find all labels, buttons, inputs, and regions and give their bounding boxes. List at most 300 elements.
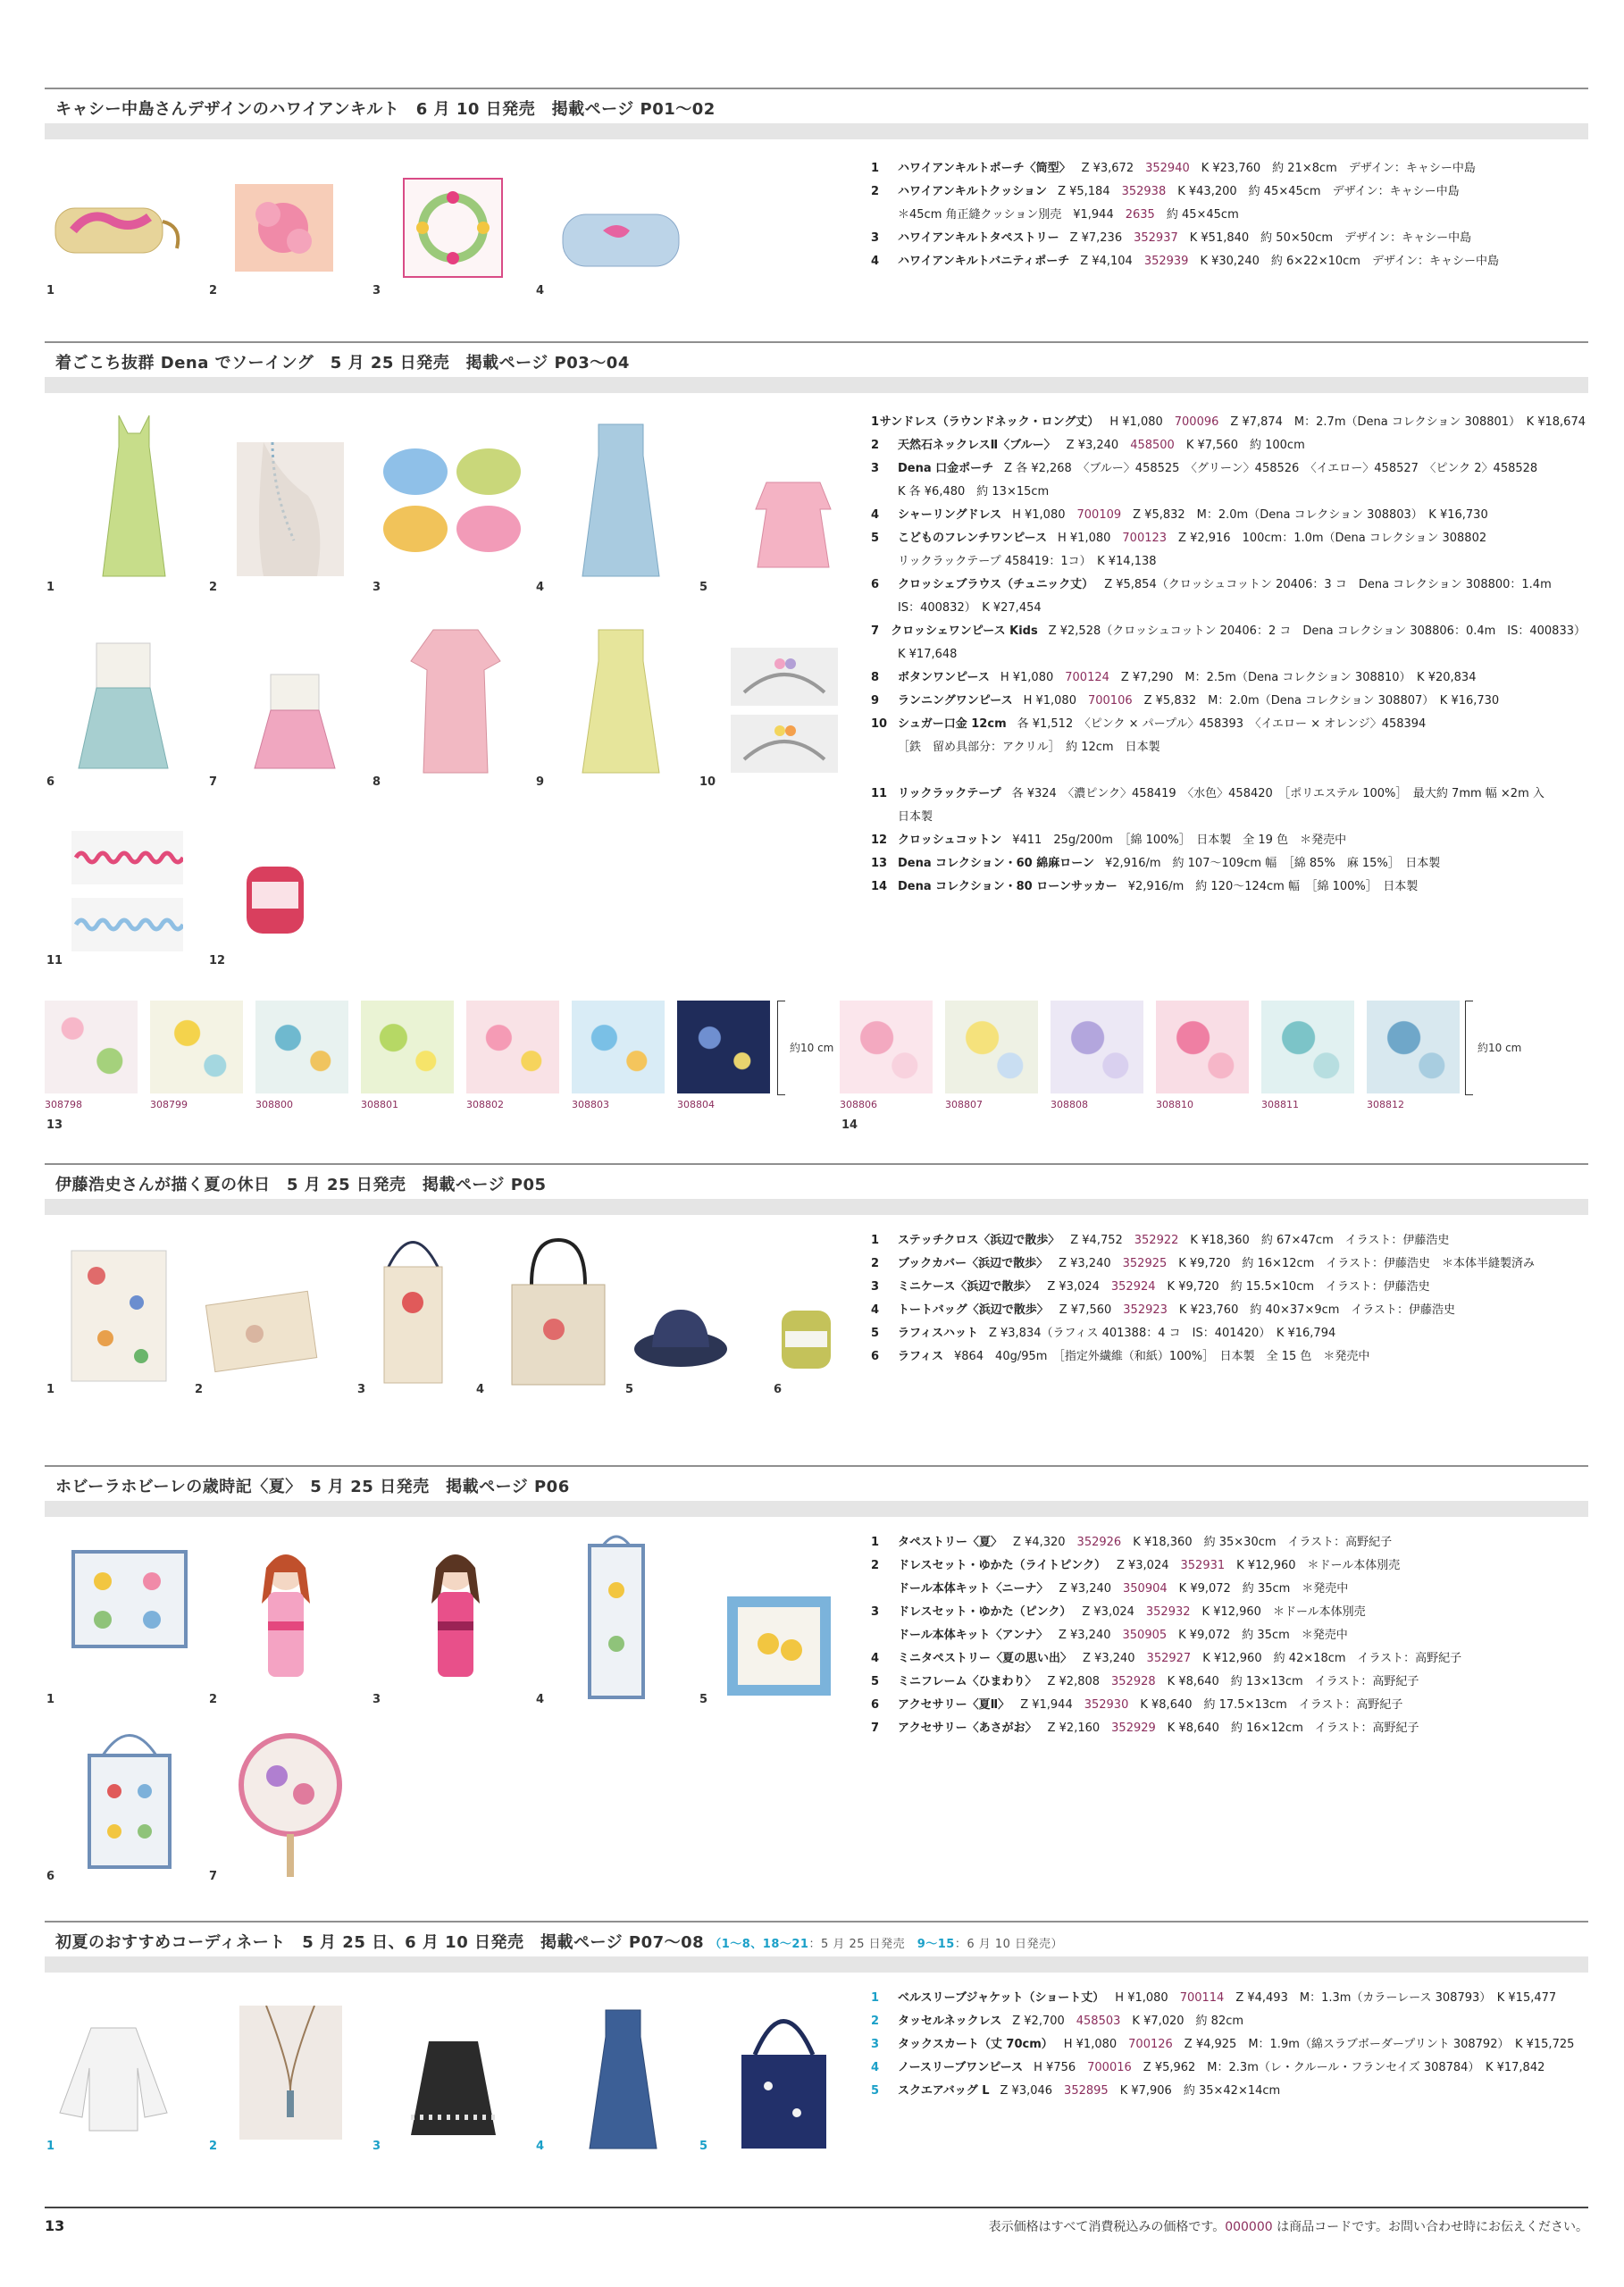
list-item: [871, 204, 1586, 227]
tote-bag-image: [505, 1231, 612, 1387]
thumb-number: 4: [536, 284, 545, 297]
list-item: [871, 1601, 1586, 1624]
thumb-number: 2: [209, 1693, 218, 1706]
item-number: 4: [871, 1652, 880, 1665]
item-detail: K ¥17,648: [898, 648, 958, 661]
item-name: クロッシェワンピース Kids: [891, 624, 1038, 638]
bell-sleeve-jacket-image: [55, 2023, 172, 2135]
fabric-swatch: [150, 1001, 243, 1093]
item-number: 4: [871, 255, 880, 268]
list-item: [871, 597, 1586, 620]
item-detail-2: K ¥9,720 約 15.5×10cm イラスト：伊藤浩史: [1155, 1280, 1430, 1294]
list-item: [871, 504, 1586, 527]
thumb-number: 3: [373, 2140, 381, 2153]
item-name: Dena コレクション・80 ローンサッカー: [898, 880, 1118, 893]
list-item: [871, 227, 1586, 250]
item-code: 352927: [1146, 1652, 1192, 1665]
item-name: ボタンワンピース: [898, 671, 990, 684]
item-number: 1: [871, 1991, 880, 2005]
item-detail-2: K ¥12,960 約 42×18cm イラスト：高野紀子: [1191, 1652, 1462, 1665]
item-detail-2: K ¥8,640 約 16×12cm イラスト：高野紀子: [1155, 1722, 1419, 1735]
item-code: 352923: [1123, 1303, 1168, 1317]
thumb-number: 9: [536, 775, 545, 789]
item-name: ハワイアンキルトバニティポーチ: [898, 255, 1070, 268]
item-name: タッセルネックレス: [898, 2015, 1002, 2028]
item-number: [871, 204, 898, 227]
item-name: トートバッグ〈浜辺で散歩〉: [898, 1303, 1049, 1317]
list-item: [871, 411, 1586, 434]
item-detail: 各 ¥1,512 〈ピンク × パープル〉458393 〈イエロー × オレンジ〉458394: [1017, 717, 1427, 731]
item-detail: ¥864 40g/95m ［指定外繊維（和紙）100%］ 日本製 全 15 色 ＊発売中: [953, 1350, 1370, 1363]
item-code: 352940: [1145, 162, 1190, 175]
book-cover-image: [201, 1285, 322, 1374]
release-note-range: （1〜8、18〜21: [709, 1938, 809, 1951]
sundress-image: [85, 411, 183, 581]
item-code: 352924: [1110, 1280, 1156, 1294]
item-detail: H ¥1,080: [1012, 508, 1077, 522]
section-title: 伊藤浩史さんが描く夏の休日 5 月 25 日発売 掲載ページ P05: [55, 1176, 547, 1194]
thumb-number: 1: [46, 2140, 55, 2153]
item-detail: H ¥1,080: [1000, 671, 1066, 684]
item-detail-2: K ¥7,560 約 100cm: [1174, 439, 1305, 452]
item-code: 458503: [1076, 2015, 1121, 2028]
item-code: 350904: [1123, 1582, 1168, 1596]
list-item: [871, 1694, 1586, 1717]
item-code: 352939: [1143, 255, 1189, 268]
item-code: 352930: [1084, 1698, 1129, 1712]
running-dress-image: [572, 625, 670, 777]
item-number: [871, 481, 898, 504]
item-detail: Z ¥4,320: [1013, 1536, 1077, 1549]
doll-anna-yukata-image: [411, 1546, 500, 1697]
list-item: [871, 643, 1586, 666]
item-number: 1: [871, 1536, 880, 1549]
list-item: [871, 550, 1586, 574]
item-name: シュガー口金 12cm: [898, 717, 1007, 731]
thumb-number: 8: [373, 775, 381, 789]
item-name: 天然石ネックレスⅡ〈ブルー〉: [898, 439, 1056, 452]
item-name: ハワイアンキルトポーチ〈筒型〉: [898, 162, 1071, 175]
item-code: 700106: [1087, 694, 1133, 708]
section-header: [45, 1163, 1588, 1215]
item-detail: 日本製: [898, 810, 933, 824]
list-item: [871, 1624, 1586, 1647]
fabric-swatch: [1261, 1001, 1354, 1093]
thumb-number: 5: [625, 1383, 634, 1396]
item-number: 5: [871, 1675, 880, 1688]
item-name: ランニングワンピース: [898, 694, 1013, 708]
list-item: [871, 690, 1586, 713]
list-item: [871, 1531, 1586, 1554]
item-name: シャーリングドレス: [898, 508, 1002, 522]
item-number: 7: [871, 1722, 880, 1735]
item-name: ステッチクロス〈浜辺で散歩〉: [898, 1234, 1060, 1247]
item-name: クロッシェブラウス（チュニック丈）: [898, 578, 1094, 591]
item-name: ラフィス: [898, 1350, 943, 1363]
item-list: [871, 1531, 1586, 1740]
item-detail-2: Z ¥4,925 M：1.9m（綿スラブボーダープリント 308792） K ¥15,725: [1172, 2038, 1575, 2051]
release-note-range: 9〜15: [917, 1938, 955, 1951]
item-number: 1: [871, 162, 880, 175]
sleeveless-dress-image: [581, 2006, 666, 2153]
thumb-number: 6: [774, 1383, 783, 1396]
scale-label: 約10 cm: [790, 1042, 834, 1054]
item-detail: ¥2,916/m 約 120〜124cm 幅 ［綿 100%］ 日本製: [1127, 880, 1419, 893]
fabric-swatch: [361, 1001, 454, 1093]
list-item: [871, 783, 1586, 806]
item-detail-2: K ¥18,360 約 67×47cm イラスト：伊藤浩史: [1178, 1234, 1450, 1247]
item-name: リックラックテープ: [898, 787, 1001, 800]
item-code: 700016: [1087, 2061, 1132, 2074]
item-detail: H ¥1,080: [1115, 1991, 1180, 2005]
footer-rule: [45, 2207, 1588, 2208]
footer-note: [989, 2217, 1588, 2235]
mini-tapestry-image: [585, 1528, 648, 1706]
section-title-text: 初夏のおすすめコーディネート 5 月 25 日、6 月 10 日発売 掲載ページ P07〜08: [55, 1933, 705, 1952]
item-code: 2635: [1125, 208, 1155, 222]
item-code: 352932: [1145, 1605, 1191, 1619]
section-title: 着ごこち抜群 Dena でソーイング 5 月 25 日発売 掲載ページ P03〜04: [55, 354, 630, 373]
item-detail: Z ¥3,834（ラフィス 401388：4 コ IS：401420） K ¥16,794: [988, 1327, 1336, 1340]
item-name: ブックカバー〈浜辺で散歩〉: [898, 1257, 1049, 1270]
list-item: [871, 180, 1586, 204]
item-name: タペストリー〈夏〉: [898, 1536, 1003, 1549]
fabric-swatch: [1156, 1001, 1249, 1093]
list-item: [871, 527, 1586, 550]
item-detail: リックラックテープ 458419：1コ） K ¥14,138: [898, 555, 1157, 568]
item-number: 11: [871, 787, 888, 800]
list-item: [871, 481, 1586, 504]
item-name: ラフィスハット: [898, 1327, 978, 1340]
item-detail: Z ¥3,240: [1058, 1629, 1123, 1642]
item-code: 700126: [1128, 2038, 1173, 2051]
item-detail: Z ¥4,752: [1070, 1234, 1134, 1247]
swatch-code: 308803: [572, 1099, 609, 1110]
item-number: 3: [871, 2038, 880, 2051]
item-name: ドレスセット・ゆかた（ライトピンク）: [898, 1559, 1106, 1572]
item-code: 352938: [1121, 185, 1167, 198]
item-detail: Z ¥3,024: [1082, 1605, 1146, 1619]
item-detail-2: K ¥7,020 約 82cm: [1120, 2015, 1244, 2028]
thumb-number: 2: [209, 284, 218, 297]
item-detail: Z ¥2,700: [1012, 2015, 1076, 2028]
scale-label: 約10 cm: [1478, 1042, 1522, 1054]
fabric-swatch: [572, 1001, 665, 1093]
item-detail: H ¥1,080: [1058, 532, 1123, 545]
thumb-number: 2: [209, 581, 218, 594]
item-detail: Z 各 ¥2,268 〈ブルー〉458525 〈グリーン〉458526 〈イエロー〉458527 〈ピンク 2〉458528: [1004, 462, 1538, 475]
item-code: 352925: [1122, 1257, 1168, 1270]
list-item: [871, 1717, 1586, 1740]
list-item: [871, 457, 1586, 481]
footer-note-text: 表示価格はすべて消費税込みの価格です。: [988, 2220, 1226, 2234]
item-number: 2: [871, 439, 880, 452]
list-item: [871, 736, 1586, 759]
item-code: 700123: [1122, 532, 1168, 545]
thumb-number: 2: [195, 1383, 204, 1396]
item-code: 700114: [1179, 1991, 1225, 2005]
item-name: サンドレス（ラウンドネック・ロング丈）: [879, 415, 1100, 429]
item-code: 352929: [1111, 1722, 1156, 1735]
item-detail: Z ¥5,184: [1058, 185, 1122, 198]
item-detail-2: K ¥51,840 約 50×50cm デザイン：キャシー中島: [1177, 231, 1472, 245]
section-header: [45, 1921, 1588, 1973]
item-detail: Z ¥4,104: [1080, 255, 1144, 268]
thumb-number: 7: [209, 775, 218, 789]
thumb-number: 1: [46, 284, 55, 297]
fabric-swatch: [45, 1001, 138, 1093]
crochet-dress-kids-image: [246, 670, 344, 773]
item-name: アクセサリー〈夏Ⅱ〉: [898, 1698, 1010, 1712]
item-code: 350905: [1122, 1629, 1168, 1642]
morning-glory-accessory-image: [237, 1722, 344, 1879]
item-detail: Z ¥3,024: [1116, 1559, 1181, 1572]
item-name: ベルスリーブジャケット（ショート丈）: [898, 1991, 1105, 2005]
item-name: ノースリーブワンピース: [898, 2061, 1024, 2074]
item-name: ミニタペストリー〈夏の思い出〉: [898, 1652, 1073, 1665]
release-note-date: ：5 月 25 日発売: [808, 1938, 917, 1951]
thumb-number: 1: [46, 1693, 55, 1706]
list-item: [871, 2057, 1586, 2080]
sugar-clasp-image: [731, 648, 838, 773]
mini-case-image: [375, 1231, 451, 1387]
item-detail: H ¥1,080: [1023, 694, 1088, 708]
item-detail: Z ¥3,240: [1083, 1652, 1147, 1665]
thumb-number: 6: [46, 775, 55, 789]
item-detail: K 各 ¥6,480 約 13×15cm: [898, 485, 1050, 498]
thumb-number: 7: [209, 1870, 218, 1883]
item-number: [871, 736, 898, 759]
stone-necklace-image: [237, 442, 344, 576]
list-item: [871, 250, 1586, 273]
item-number: 1: [871, 1234, 880, 1247]
list-item: [871, 574, 1586, 597]
item-number: 3: [871, 462, 880, 475]
release-note-date: ：6 月 10 日発売）: [954, 1938, 1064, 1951]
item-detail-2: K ¥7,906 約 35×42×14cm: [1108, 2084, 1281, 2098]
item-detail: Z ¥1,944: [1020, 1698, 1084, 1712]
item-name: ドレスセット・ゆかた（ピンク）: [898, 1605, 1072, 1619]
list-item: [871, 1229, 1586, 1252]
item-name: アクセサリー〈あさがお〉: [898, 1722, 1037, 1735]
item-name: ミニケース〈浜辺で散歩〉: [898, 1280, 1037, 1294]
item-detail-2: K ¥8,640 約 13×13cm イラスト：高野紀子: [1155, 1675, 1419, 1688]
item-detail: Z ¥2,160: [1047, 1722, 1112, 1735]
release-note: [709, 1938, 1063, 1951]
section-header: [45, 88, 1588, 139]
item-number: 12: [871, 834, 888, 847]
item-list: [871, 1987, 1586, 2103]
list-item: [871, 829, 1586, 852]
item-code: 352895: [1064, 2084, 1109, 2098]
swatch-code: 308800: [255, 1099, 293, 1110]
item-detail-2: K ¥9,072 約 35cm ＊発売中: [1167, 1629, 1348, 1642]
thumb-number: 5: [699, 581, 708, 594]
swatch-code: 308804: [677, 1099, 715, 1110]
section-title: キャシー中島さんデザインのハワイアンキルト 6 月 10 日発売 掲載ページ P01〜02: [55, 100, 716, 119]
item-code: 458500: [1130, 439, 1175, 452]
item-number: 5: [871, 1327, 880, 1340]
item-number: 5: [871, 2084, 880, 2098]
item-detail-2: Z ¥2,916 100cm：1.0m（Dena コレクション 308802: [1167, 532, 1487, 545]
list-item: [871, 1987, 1586, 2010]
item-detail: ¥2,916/m 約 107〜109cm 幅 ［綿 85% 麻 15%］ 日本製: [1105, 857, 1441, 870]
item-detail: Z ¥7,236: [1069, 231, 1134, 245]
list-item: [871, 1671, 1586, 1694]
summer-tapestry-image: [71, 1550, 188, 1648]
item-code: 352937: [1134, 231, 1178, 245]
list-item: [871, 713, 1586, 736]
raffia-yarn-image: [777, 1306, 835, 1373]
item-detail: Z ¥3,240: [1059, 1257, 1123, 1270]
footer-note-code: 000000: [1225, 2220, 1273, 2234]
page-number: 13: [45, 2217, 65, 2234]
item-detail: IS：400832） K ¥27,454: [898, 601, 1042, 615]
swatch-code: 308801: [361, 1099, 398, 1110]
thumb-number: 11: [46, 954, 63, 968]
list-item: [871, 852, 1586, 875]
item-detail: Z ¥3,024: [1047, 1280, 1111, 1294]
item-detail: Z ¥7,560: [1059, 1303, 1124, 1317]
thumb-number: 10: [699, 775, 716, 789]
item-number: [871, 1624, 898, 1647]
item-number: 6: [871, 1698, 880, 1712]
section-header: [45, 1465, 1588, 1517]
item-number: 6: [871, 578, 880, 591]
list-item: [871, 2033, 1586, 2057]
item-detail-2: K ¥9,720 約 16×12cm イラスト：伊藤浩史 ＊本体半縫製済み: [1167, 1257, 1535, 1270]
list-item: [871, 2080, 1586, 2103]
list-item: [871, 1276, 1586, 1299]
thumb-number: 1: [46, 1383, 55, 1396]
swatch-code: 308811: [1261, 1099, 1299, 1110]
item-detail: H ¥1,080: [1109, 415, 1175, 429]
fabric-swatch: [677, 1001, 770, 1093]
item-detail: H ¥1,080: [1063, 2038, 1129, 2051]
item-detail-2: K ¥30,240 約 6×22×10cm デザイン：キャシー中島: [1188, 255, 1500, 268]
item-detail-2: K ¥8,640 約 17.5×13cm イラスト：高野紀子: [1128, 1698, 1403, 1712]
item-number: 4: [871, 508, 880, 522]
list-item: [871, 1252, 1586, 1276]
dena-clasp-pouches-image: [380, 438, 527, 563]
item-code: 352922: [1134, 1234, 1179, 1247]
item-number: [871, 550, 898, 574]
fabric-swatch: [255, 1001, 348, 1093]
thumb-number: 12: [209, 954, 226, 968]
item-number: 1: [871, 415, 880, 429]
item-detail: Z ¥3,046: [1000, 2084, 1065, 2098]
list-item: [871, 1647, 1586, 1671]
scale-bar: [1465, 1001, 1473, 1095]
swatch-code: 308806: [840, 1099, 877, 1110]
thumb-number: 4: [476, 1383, 485, 1396]
item-name: ハワイアンキルトクッション: [898, 185, 1048, 198]
thumb-number: 3: [373, 284, 381, 297]
swatch-code: 308812: [1367, 1099, 1404, 1110]
item-detail-2: K ¥43,200 約 45×45cm デザイン：キャシー中島: [1166, 185, 1460, 198]
item-detail: Z ¥2,808: [1047, 1675, 1112, 1688]
item-detail: Z ¥5,854（クロッシュコットン 20406：3 コ Dena コレクション 308800：1.4m: [1104, 578, 1552, 591]
list-spacer: [871, 759, 1586, 783]
tassel-necklace-image: [239, 2006, 342, 2140]
item-number: 4: [871, 1303, 880, 1317]
section-header: [45, 341, 1588, 393]
item-detail-2: Z ¥5,832 M：2.0m（Dena コレクション 308803） K ¥16,730: [1121, 508, 1488, 522]
item-list: [871, 1229, 1586, 1369]
item-name: Dena 口金ポーチ: [898, 462, 994, 475]
quilt-vanity-pouch-image: [558, 205, 683, 272]
list-item: [871, 875, 1586, 899]
item-code: 352931: [1180, 1559, 1226, 1572]
item-detail: Z ¥3,240: [1066, 439, 1131, 452]
rickrack-tape-image: [71, 831, 183, 956]
button-dress-image: [402, 625, 509, 777]
list-item: [871, 1554, 1586, 1578]
item-number: [871, 806, 898, 829]
item-detail-2: K ¥18,360 約 35×30cm イラスト：高野紀子: [1121, 1536, 1393, 1549]
item-number: 10: [871, 717, 888, 731]
item-name: タックスカート（丈 70cm）: [898, 2038, 1053, 2051]
item-number: 6: [871, 1350, 880, 1363]
item-name: ハワイアンキルトタペストリー: [898, 231, 1059, 245]
item-detail-2: K ¥12,960 ＊ドール本体別売: [1190, 1605, 1366, 1619]
item-number: 3: [871, 231, 880, 245]
item-detail: Z ¥3,240: [1059, 1582, 1124, 1596]
thumb-number: 3: [357, 1383, 366, 1396]
swatch-code: 308802: [466, 1099, 504, 1110]
item-detail: 各 ¥324 〈濃ピンク〉458419 〈水色〉458420 ［ポリエステル 100%］ 最大約 7mm 幅 ×2m 入: [1011, 787, 1544, 800]
section-title: ホビーラホビーレの歳時記〈夏〉 5 月 25 日発売 掲載ページ P06: [55, 1478, 570, 1496]
swatch-code: 308798: [45, 1099, 82, 1110]
footer-note-text-2: は商品コードです。お問い合わせ時にお伝えください。: [1272, 2220, 1588, 2234]
sunflower-mini-frame-image: [725, 1595, 833, 1697]
item-detail: ［鉄 留め具部分：アクリル］ 約 12cm 日本製: [898, 741, 1160, 754]
item-number: 2: [871, 1257, 880, 1270]
thumb-number: 5: [699, 2140, 708, 2153]
list-item: [871, 1299, 1586, 1322]
item-number: 2: [871, 185, 880, 198]
quilt-pouch-cylinder-image: [46, 195, 189, 266]
item-number: 3: [871, 1605, 880, 1619]
item-detail-2: Z ¥7,290 M：2.5m（Dena コレクション 308810） K ¥20,834: [1109, 671, 1477, 684]
item-number: 13: [871, 857, 888, 870]
thumb-number: 3: [373, 581, 381, 594]
doll-nina-yukata-image: [241, 1546, 331, 1697]
item-detail-2: Z ¥5,962 M：2.3m（レ・クルール・フランセイズ 308784） K ¥17,842: [1131, 2061, 1545, 2074]
item-number: 2: [871, 1559, 880, 1572]
item-detail: ＊45cm 角正縫クッション別売 ¥1,944: [898, 208, 1126, 222]
list-item: [871, 1578, 1586, 1601]
quilt-cushion-image: [228, 179, 339, 277]
swatch-group-number: 14: [841, 1118, 858, 1132]
swatch-code: 308807: [945, 1099, 983, 1110]
fabric-swatch: [945, 1001, 1038, 1093]
item-name: ドール本体キット〈アンナ〉: [898, 1629, 1048, 1642]
thumb-number: 4: [536, 581, 545, 594]
thumb-number: 6: [46, 1870, 55, 1883]
item-name: Dena コレクション・60 綿麻ローン: [898, 857, 1094, 870]
thumb-number: 2: [209, 2140, 218, 2153]
square-bag-image: [732, 2006, 835, 2153]
item-number: 14: [871, 880, 888, 893]
kids-french-dress-image: [749, 473, 838, 572]
item-detail-2: 約 45×45cm: [1154, 208, 1239, 222]
item-number: 4: [871, 2061, 880, 2074]
item-code: 700109: [1076, 508, 1122, 522]
item-number: [871, 597, 898, 620]
raffia-hat-image: [630, 1304, 732, 1371]
item-detail: H ¥756: [1034, 2061, 1088, 2074]
